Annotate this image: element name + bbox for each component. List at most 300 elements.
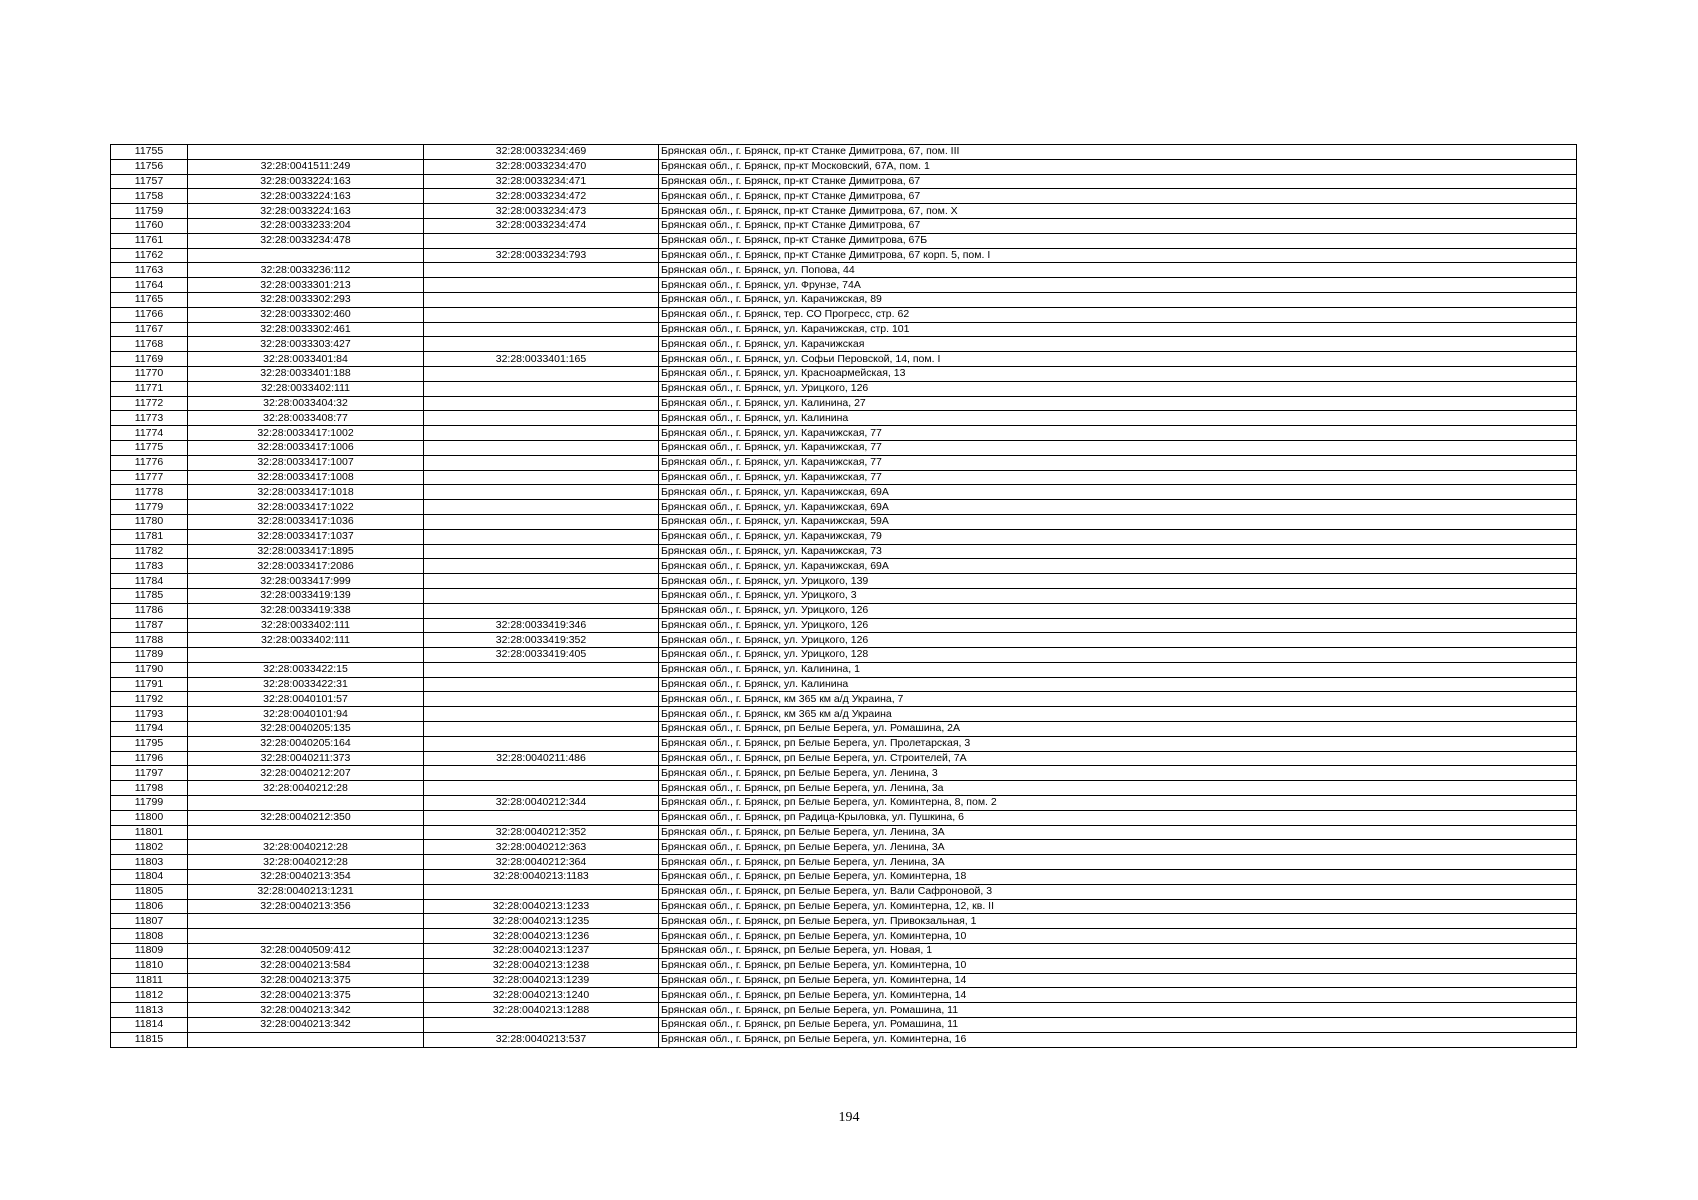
table-row (111, 648, 1577, 663)
address-cell: Брянская обл., г. Брянск, ул. Красноармейская, 13 (659, 366, 1577, 381)
object-cadastral-number-cell (424, 766, 659, 781)
cadastral-number-cell: 32:28:0040213:342 (188, 1003, 424, 1018)
cadastral-number-cell: 32:28:0040213:375 (188, 988, 424, 1003)
cadastral-number-cell: 32:28:0040212:28 (188, 840, 424, 855)
table-row (111, 396, 1577, 411)
row-number-cell: 11815 (111, 1032, 188, 1047)
table-row (111, 307, 1577, 322)
address-cell: Брянская обл., г. Брянск, ул. Карачижская, 69А (659, 500, 1577, 515)
row-number-cell: 11796 (111, 751, 188, 766)
object-cadastral-number-cell (424, 544, 659, 559)
object-cadastral-number-cell (424, 411, 659, 426)
cadastral-number-cell: 32:28:0033224:163 (188, 174, 424, 189)
table-row (111, 189, 1577, 204)
object-cadastral-number-cell: 32:28:0033234:473 (424, 204, 659, 219)
address-cell: Брянская обл., г. Брянск, км 365 км а/д Украина (659, 707, 1577, 722)
table-row (111, 899, 1577, 914)
table-row (111, 574, 1577, 589)
object-cadastral-number-cell: 32:28:0040212:352 (424, 825, 659, 840)
address-cell: Брянская обл., г. Брянск, ул. Карачижская, 77 (659, 426, 1577, 441)
table-row (111, 796, 1577, 811)
cadastral-number-cell: 32:28:0033224:163 (188, 204, 424, 219)
table-row (111, 884, 1577, 899)
row-number-cell: 11782 (111, 544, 188, 559)
address-cell: Брянская обл., г. Брянск, рп Белые Берега, ул. Коминтерна, 14 (659, 988, 1577, 1003)
object-cadastral-number-cell (424, 677, 659, 692)
address-cell: Брянская обл., г. Брянск, пр-кт Станке Димитрова, 67Б (659, 233, 1577, 248)
row-number-cell: 11755 (111, 145, 188, 160)
cadastral-number-cell: 32:28:0033408:77 (188, 411, 424, 426)
object-cadastral-number-cell (424, 292, 659, 307)
address-cell: Брянская обл., г. Брянск, рп Белые Берега, ул. Вали Сафроновой, 3 (659, 884, 1577, 899)
address-cell: Брянская обл., г. Брянск, рп Белые Берега, ул. Ромашина, 2А (659, 722, 1577, 737)
row-number-cell: 11799 (111, 796, 188, 811)
object-cadastral-number-cell (424, 722, 659, 737)
row-number-cell: 11761 (111, 233, 188, 248)
address-cell: Брянская обл., г. Брянск, ул. Карачижская, стр. 101 (659, 322, 1577, 337)
object-cadastral-number-cell: 32:28:0040212:364 (424, 855, 659, 870)
cadastral-number-cell: 32:28:0033234:478 (188, 233, 424, 248)
row-number-cell: 11795 (111, 736, 188, 751)
row-number-cell: 11793 (111, 707, 188, 722)
row-number-cell: 11778 (111, 485, 188, 500)
address-cell: Брянская обл., г. Брянск, рп Белые Берега, ул. Коминтерна, 18 (659, 870, 1577, 885)
cadastral-number-cell: 32:28:0033417:1002 (188, 426, 424, 441)
row-number-cell: 11763 (111, 263, 188, 278)
object-cadastral-number-cell (424, 662, 659, 677)
cadastral-number-cell: 32:28:0033417:1036 (188, 514, 424, 529)
row-number-cell: 11807 (111, 914, 188, 929)
cadastral-number-cell: 32:28:0033417:1008 (188, 470, 424, 485)
cadastral-number-cell: 32:28:0040213:584 (188, 958, 424, 973)
table-row (111, 455, 1577, 470)
object-cadastral-number-cell: 32:28:0033234:472 (424, 189, 659, 204)
cadastral-number-cell: 32:28:0040212:207 (188, 766, 424, 781)
object-cadastral-number-cell (424, 263, 659, 278)
row-number-cell: 11813 (111, 1003, 188, 1018)
address-cell: Брянская обл., г. Брянск, рп Белые Берега, ул. Ленина, 3А (659, 840, 1577, 855)
table-row (111, 174, 1577, 189)
address-cell: Брянская обл., г. Брянск, рп Белые Берега, ул. Коминтерна, 10 (659, 958, 1577, 973)
cadastral-number-cell: 32:28:0033236:112 (188, 263, 424, 278)
cadastral-number-cell: 32:28:0033417:1037 (188, 529, 424, 544)
object-cadastral-number-cell (424, 574, 659, 589)
address-cell: Брянская обл., г. Брянск, рп Белые Берега, ул. Ленина, 3а (659, 781, 1577, 796)
object-cadastral-number-cell: 32:28:0033419:405 (424, 648, 659, 663)
row-number-cell: 11758 (111, 189, 188, 204)
cadastral-number-cell: 32:28:0033417:1006 (188, 440, 424, 455)
cadastral-number-cell: 32:28:0033422:31 (188, 677, 424, 692)
object-cadastral-number-cell: 32:28:0040211:486 (424, 751, 659, 766)
row-number-cell: 11784 (111, 574, 188, 589)
object-cadastral-number-cell (424, 707, 659, 722)
cadastral-number-cell (188, 929, 424, 944)
cadastral-number-cell: 32:28:0033417:999 (188, 574, 424, 589)
object-cadastral-number-cell (424, 455, 659, 470)
table-row (111, 722, 1577, 737)
cadastral-number-cell: 32:28:0040213:375 (188, 973, 424, 988)
row-number-cell: 11797 (111, 766, 188, 781)
object-cadastral-number-cell (424, 278, 659, 293)
cadastral-number-cell: 32:28:0033402:111 (188, 618, 424, 633)
row-number-cell: 11757 (111, 174, 188, 189)
table-row (111, 855, 1577, 870)
row-number-cell: 11767 (111, 322, 188, 337)
cadastral-number-cell (188, 248, 424, 263)
row-number-cell: 11801 (111, 825, 188, 840)
table-row (111, 781, 1577, 796)
table-row (111, 914, 1577, 929)
cadastral-number-cell: 32:28:0040213:354 (188, 870, 424, 885)
object-cadastral-number-cell: 32:28:0033234:474 (424, 218, 659, 233)
table-row (111, 1003, 1577, 1018)
row-number-cell: 11779 (111, 500, 188, 515)
object-cadastral-number-cell (424, 366, 659, 381)
cadastral-number-cell (188, 1032, 424, 1047)
cadastral-number-cell: 32:28:0040205:164 (188, 736, 424, 751)
row-number-cell: 11771 (111, 381, 188, 396)
table-row (111, 278, 1577, 293)
cadastral-number-cell (188, 145, 424, 160)
row-number-cell: 11785 (111, 588, 188, 603)
row-number-cell: 11812 (111, 988, 188, 1003)
address-cell: Брянская обл., г. Брянск, пр-кт Московский, 67А, пом. 1 (659, 159, 1577, 174)
address-cell: Брянская обл., г. Брянск, рп Белые Берега, ул. Ленина, 3А (659, 855, 1577, 870)
object-cadastral-number-cell (424, 781, 659, 796)
cadastral-number-cell: 32:28:0040101:57 (188, 692, 424, 707)
object-cadastral-number-cell (424, 1018, 659, 1033)
object-cadastral-number-cell (424, 514, 659, 529)
table-row (111, 736, 1577, 751)
object-cadastral-number-cell: 32:28:0040213:1240 (424, 988, 659, 1003)
address-cell: Брянская обл., г. Брянск, тер. СО Прогресс, стр. 62 (659, 307, 1577, 322)
table-row (111, 810, 1577, 825)
table-row (111, 603, 1577, 618)
address-cell: Брянская обл., г. Брянск, ул. Карачижская, 77 (659, 440, 1577, 455)
table-row (111, 381, 1577, 396)
cadastral-number-cell: 32:28:0033224:163 (188, 189, 424, 204)
cadastral-number-cell: 32:28:0033302:461 (188, 322, 424, 337)
object-cadastral-number-cell (424, 440, 659, 455)
object-cadastral-number-cell: 32:28:0033401:165 (424, 352, 659, 367)
table-row (111, 529, 1577, 544)
object-cadastral-number-cell (424, 559, 659, 574)
object-cadastral-number-cell: 32:28:0040213:1288 (424, 1003, 659, 1018)
row-number-cell: 11764 (111, 278, 188, 293)
address-cell: Брянская обл., г. Брянск, км 365 км а/д Украина, 7 (659, 692, 1577, 707)
object-cadastral-number-cell: 32:28:0040212:363 (424, 840, 659, 855)
cadastral-number-cell (188, 648, 424, 663)
cadastral-number-cell: 32:28:0033419:139 (188, 588, 424, 603)
cadastral-number-cell: 32:28:0033419:338 (188, 603, 424, 618)
row-number-cell: 11773 (111, 411, 188, 426)
cadastral-number-cell: 32:28:0040211:373 (188, 751, 424, 766)
table-row (111, 248, 1577, 263)
cadastral-number-cell: 32:28:0033402:111 (188, 381, 424, 396)
cadastral-number-cell: 32:28:0040213:342 (188, 1018, 424, 1033)
address-cell: Брянская обл., г. Брянск, ул. Карачижская, 69А (659, 485, 1577, 500)
cadastral-number-cell: 32:28:0033401:84 (188, 352, 424, 367)
object-cadastral-number-cell: 32:28:0033419:346 (424, 618, 659, 633)
address-cell: Брянская обл., г. Брянск, рп Белые Берега, ул. Ромашина, 11 (659, 1018, 1577, 1033)
table-row (111, 588, 1577, 603)
row-number-cell: 11804 (111, 870, 188, 885)
table-row (111, 204, 1577, 219)
address-cell: Брянская обл., г. Брянск, рп Белые Берега, ул. Коминтерна, 8, пом. 2 (659, 796, 1577, 811)
row-number-cell: 11776 (111, 455, 188, 470)
cadastral-number-cell: 32:28:0033417:1007 (188, 455, 424, 470)
object-cadastral-number-cell: 32:28:0040213:1238 (424, 958, 659, 973)
table-row (111, 958, 1577, 973)
address-cell: Брянская обл., г. Брянск, рп Белые Берега, ул. Коминтерна, 14 (659, 973, 1577, 988)
table-row (111, 426, 1577, 441)
address-cell: Брянская обл., г. Брянск, ул. Урицкого, 128 (659, 648, 1577, 663)
address-cell: Брянская обл., г. Брянск, ул. Калинина (659, 411, 1577, 426)
address-cell: Брянская обл., г. Брянск, ул. Фрунзе, 74А (659, 278, 1577, 293)
row-number-cell: 11800 (111, 810, 188, 825)
address-cell: Брянская обл., г. Брянск, ул. Карачижская, 77 (659, 455, 1577, 470)
table-row (111, 1032, 1577, 1047)
table-row (111, 485, 1577, 500)
cadastral-number-cell: 32:28:0041511:249 (188, 159, 424, 174)
address-cell: Брянская обл., г. Брянск, рп Белые Берега, ул. Строителей, 7А (659, 751, 1577, 766)
object-cadastral-number-cell (424, 307, 659, 322)
cadastral-number-cell: 32:28:0033401:188 (188, 366, 424, 381)
row-number-cell: 11775 (111, 440, 188, 455)
cadastral-number-cell: 32:28:0040213:1231 (188, 884, 424, 899)
table-row (111, 233, 1577, 248)
table-row (111, 870, 1577, 885)
row-number-cell: 11787 (111, 618, 188, 633)
row-number-cell: 11770 (111, 366, 188, 381)
object-cadastral-number-cell (424, 470, 659, 485)
object-cadastral-number-cell (424, 233, 659, 248)
table-row (111, 514, 1577, 529)
row-number-cell: 11777 (111, 470, 188, 485)
address-cell: Брянская обл., г. Брянск, ул. Калинина, 27 (659, 396, 1577, 411)
row-number-cell: 11760 (111, 218, 188, 233)
table-row (111, 692, 1577, 707)
object-cadastral-number-cell: 32:28:0040213:1235 (424, 914, 659, 929)
cadastral-number-cell: 32:28:0033417:1895 (188, 544, 424, 559)
address-cell: Брянская обл., г. Брянск, рп Белые Берега, ул. Коминтерна, 12, кв. II (659, 899, 1577, 914)
object-cadastral-number-cell (424, 603, 659, 618)
cadastral-number-cell: 32:28:0040101:94 (188, 707, 424, 722)
table-row (111, 662, 1577, 677)
address-cell: Брянская обл., г. Брянск, ул. Попова, 44 (659, 263, 1577, 278)
row-number-cell: 11768 (111, 337, 188, 352)
address-cell: Брянская обл., г. Брянск, ул. Урицкого, 126 (659, 381, 1577, 396)
row-number-cell: 11756 (111, 159, 188, 174)
cadastral-number-cell: 32:28:0033417:2086 (188, 559, 424, 574)
table-row (111, 218, 1577, 233)
address-cell: Брянская обл., г. Брянск, ул. Карачижская, 73 (659, 544, 1577, 559)
row-number-cell: 11806 (111, 899, 188, 914)
address-cell: Брянская обл., г. Брянск, ул. Урицкого, 139 (659, 574, 1577, 589)
address-cell: Брянская обл., г. Брянск, ул. Урицкого, 126 (659, 618, 1577, 633)
row-number-cell: 11766 (111, 307, 188, 322)
object-cadastral-number-cell (424, 500, 659, 515)
row-number-cell: 11794 (111, 722, 188, 737)
address-cell: Брянская обл., г. Брянск, рп Радица-Крыловка, ул. Пушкина, 6 (659, 810, 1577, 825)
table-row (111, 322, 1577, 337)
table-body (111, 145, 1577, 1048)
object-cadastral-number-cell (424, 337, 659, 352)
cadastral-number-cell: 32:28:0033417:1018 (188, 485, 424, 500)
row-number-cell: 11810 (111, 958, 188, 973)
table-row (111, 366, 1577, 381)
address-cell: Брянская обл., г. Брянск, рп Белые Берега, ул. Коминтерна, 16 (659, 1032, 1577, 1047)
object-cadastral-number-cell: 32:28:0040213:537 (424, 1032, 659, 1047)
row-number-cell: 11783 (111, 559, 188, 574)
row-number-cell: 11803 (111, 855, 188, 870)
address-cell: Брянская обл., г. Брянск, ул. Карачижская, 89 (659, 292, 1577, 307)
address-cell: Брянская обл., г. Брянск, ул. Карачижская (659, 337, 1577, 352)
row-number-cell: 11774 (111, 426, 188, 441)
table-row (111, 751, 1577, 766)
table-row (111, 337, 1577, 352)
table-row (111, 825, 1577, 840)
row-number-cell: 11798 (111, 781, 188, 796)
address-cell: Брянская обл., г. Брянск, ул. Калинина (659, 677, 1577, 692)
row-number-cell: 11792 (111, 692, 188, 707)
cadastral-number-cell: 32:28:0040212:28 (188, 855, 424, 870)
row-number-cell: 11808 (111, 929, 188, 944)
cadastral-number-cell: 32:28:0040212:350 (188, 810, 424, 825)
table-row (111, 159, 1577, 174)
page-number: 194 (838, 1110, 860, 1125)
table-row (111, 292, 1577, 307)
object-cadastral-number-cell (424, 810, 659, 825)
row-number-cell: 11811 (111, 973, 188, 988)
object-cadastral-number-cell: 32:28:0040213:1236 (424, 929, 659, 944)
row-number-cell: 11789 (111, 648, 188, 663)
row-number-cell: 11788 (111, 633, 188, 648)
object-cadastral-number-cell (424, 381, 659, 396)
object-cadastral-number-cell: 32:28:0040213:1239 (424, 973, 659, 988)
address-cell: Брянская обл., г. Брянск, пр-кт Станке Димитрова, 67 (659, 189, 1577, 204)
object-cadastral-number-cell (424, 736, 659, 751)
address-cell: Брянская обл., г. Брянск, ул. Софьи Перовской, 14, пом. I (659, 352, 1577, 367)
cadastral-number-cell: 32:28:0040205:135 (188, 722, 424, 737)
object-cadastral-number-cell: 32:28:0040213:1183 (424, 870, 659, 885)
row-number-cell: 11814 (111, 1018, 188, 1033)
cadastral-number-cell: 32:28:0033303:427 (188, 337, 424, 352)
address-cell: Брянская обл., г. Брянск, рп Белые Берега, ул. Ленина, 3А (659, 825, 1577, 840)
cadastral-number-cell: 32:28:0033302:293 (188, 292, 424, 307)
table-row (111, 411, 1577, 426)
address-cell: Брянская обл., г. Брянск, пр-кт Станке Димитрова, 67, пом. III (659, 145, 1577, 160)
cadastral-number-cell: 32:28:0033301:213 (188, 278, 424, 293)
cadastral-number-cell: 32:28:0033404:32 (188, 396, 424, 411)
row-number-cell: 11769 (111, 352, 188, 367)
object-cadastral-number-cell: 32:28:0033419:352 (424, 633, 659, 648)
table-row (111, 677, 1577, 692)
address-cell: Брянская обл., г. Брянск, ул. Урицкого, 126 (659, 633, 1577, 648)
cadastral-number-cell: 32:28:0033302:460 (188, 307, 424, 322)
row-number-cell: 11786 (111, 603, 188, 618)
row-number-cell: 11781 (111, 529, 188, 544)
object-cadastral-number-cell (424, 692, 659, 707)
address-cell: Брянская обл., г. Брянск, ул. Карачижская, 77 (659, 470, 1577, 485)
table-row (111, 544, 1577, 559)
object-cadastral-number-cell: 32:28:0033234:470 (424, 159, 659, 174)
table-row (111, 500, 1577, 515)
cadastral-number-cell: 32:28:0033402:111 (188, 633, 424, 648)
address-cell: Брянская обл., г. Брянск, рп Белые Берега, ул. Пролетарская, 3 (659, 736, 1577, 751)
table-row (111, 929, 1577, 944)
object-cadastral-number-cell (424, 529, 659, 544)
table-row (111, 618, 1577, 633)
object-cadastral-number-cell (424, 426, 659, 441)
row-number-cell: 11790 (111, 662, 188, 677)
table-row (111, 840, 1577, 855)
table-row (111, 470, 1577, 485)
address-cell: Брянская обл., г. Брянск, рп Белые Берега, ул. Ромашина, 11 (659, 1003, 1577, 1018)
cadastral-number-cell (188, 825, 424, 840)
cadastral-number-cell: 32:28:0033422:15 (188, 662, 424, 677)
table-row (111, 633, 1577, 648)
address-cell: Брянская обл., г. Брянск, ул. Урицкого, 126 (659, 603, 1577, 618)
row-number-cell: 11762 (111, 248, 188, 263)
address-cell: Брянская обл., г. Брянск, рп Белые Берега, ул. Новая, 1 (659, 944, 1577, 959)
object-cadastral-number-cell (424, 396, 659, 411)
cadastral-number-cell: 32:28:0040509:412 (188, 944, 424, 959)
table-row (111, 988, 1577, 1003)
address-cell: Брянская обл., г. Брянск, рп Белые Берега, ул. Привокзальная, 1 (659, 914, 1577, 929)
row-number-cell: 11765 (111, 292, 188, 307)
object-cadastral-number-cell (424, 322, 659, 337)
object-cadastral-number-cell (424, 588, 659, 603)
object-cadastral-number-cell: 32:28:0040212:344 (424, 796, 659, 811)
address-cell: Брянская обл., г. Брянск, рп Белые Берега, ул. Коминтерна, 10 (659, 929, 1577, 944)
table-row (111, 145, 1577, 160)
table-row (111, 263, 1577, 278)
table-row (111, 352, 1577, 367)
address-cell: Брянская обл., г. Брянск, ул. Карачижская, 69А (659, 559, 1577, 574)
table-row (111, 559, 1577, 574)
cadastral-number-cell (188, 796, 424, 811)
row-number-cell: 11791 (111, 677, 188, 692)
cadastral-number-cell: 32:28:0033233:204 (188, 218, 424, 233)
property-table (110, 144, 1577, 1048)
table-row (111, 440, 1577, 455)
object-cadastral-number-cell: 32:28:0033234:471 (424, 174, 659, 189)
object-cadastral-number-cell: 32:28:0040213:1237 (424, 944, 659, 959)
table-row (111, 944, 1577, 959)
table-row (111, 707, 1577, 722)
address-cell: Брянская обл., г. Брянск, ул. Калинина, 1 (659, 662, 1577, 677)
table-row (111, 766, 1577, 781)
row-number-cell: 11759 (111, 204, 188, 219)
object-cadastral-number-cell (424, 884, 659, 899)
object-cadastral-number-cell: 32:28:0040213:1233 (424, 899, 659, 914)
table-row (111, 973, 1577, 988)
row-number-cell: 11809 (111, 944, 188, 959)
object-cadastral-number-cell (424, 485, 659, 500)
table-row (111, 1018, 1577, 1033)
address-cell: Брянская обл., г. Брянск, ул. Карачижская, 59А (659, 514, 1577, 529)
address-cell: Брянская обл., г. Брянск, пр-кт Станке Димитрова, 67 (659, 218, 1577, 233)
object-cadastral-number-cell: 32:28:0033234:793 (424, 248, 659, 263)
address-cell: Брянская обл., г. Брянск, пр-кт Станке Димитрова, 67 (659, 174, 1577, 189)
cadastral-number-cell: 32:28:0040213:356 (188, 899, 424, 914)
row-number-cell: 11802 (111, 840, 188, 855)
address-cell: Брянская обл., г. Брянск, ул. Урицкого, 3 (659, 588, 1577, 603)
address-cell: Брянская обл., г. Брянск, пр-кт Станке Димитрова, 67, пом. X (659, 204, 1577, 219)
row-number-cell: 11805 (111, 884, 188, 899)
address-cell: Брянская обл., г. Брянск, пр-кт Станке Димитрова, 67 корп. 5, пом. I (659, 248, 1577, 263)
